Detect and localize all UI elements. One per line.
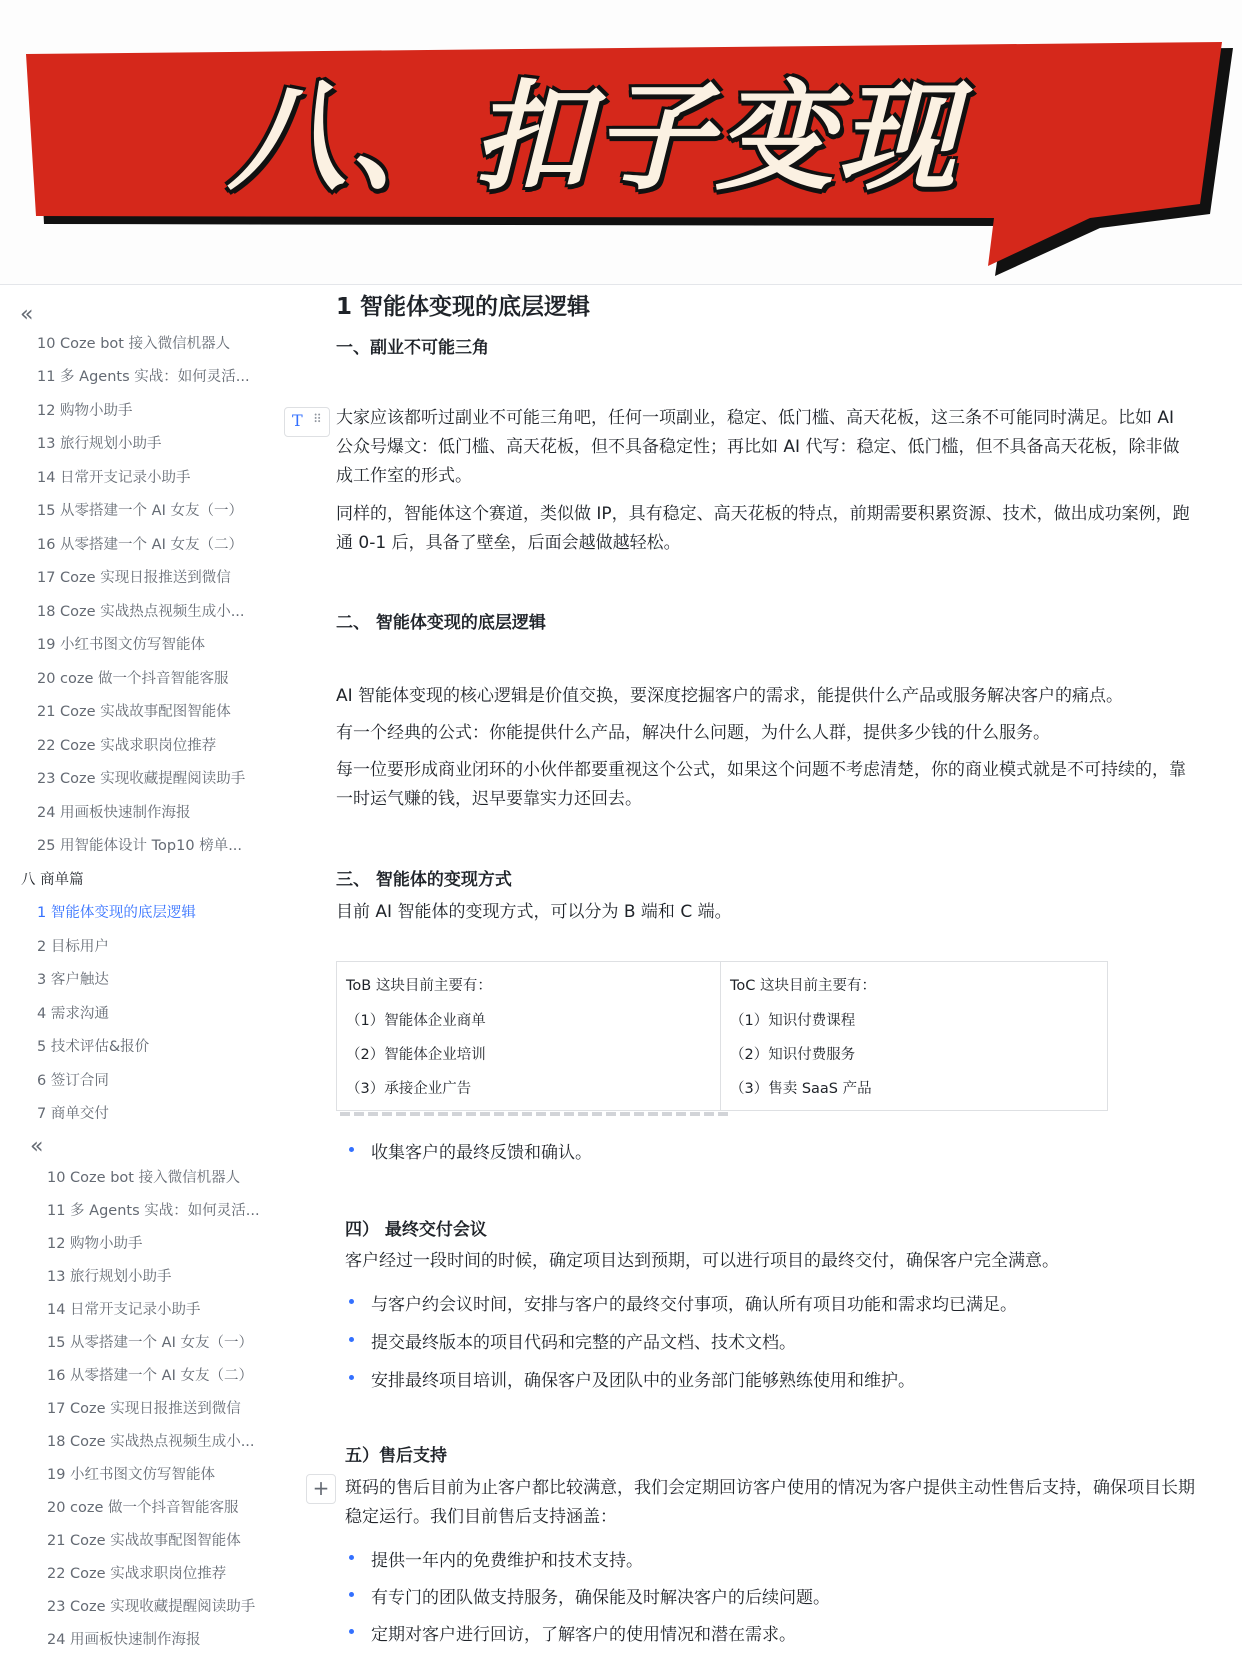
sidebar-item[interactable]: 23 Coze 实现收藏提醒阅读助手 — [37, 771, 246, 787]
sidebar-section-shangdan[interactable]: 八 商单篇 — [21, 872, 84, 888]
sidebar-item[interactable]: 4 需求沟通 — [37, 1006, 109, 1022]
list-item: 收集客户的最终反馈和确认。 — [371, 1138, 592, 1163]
sidebar-item[interactable]: 15 从零搭建一个 AI 女友（一） — [47, 1335, 253, 1351]
monetization-table — [336, 961, 1108, 1111]
list-item: 提供一年内的免费维护和技术支持。 — [371, 1546, 643, 1571]
sidebar-item[interactable]: 13 旅行规划小助手 — [37, 436, 162, 452]
list-item: 与客户约会议时间，安排与客户的最终交付事项，确认所有项目功能和需求均已满足。 — [371, 1290, 1017, 1315]
sidebar-item[interactable]: 21 Coze 实战故事配图智能体 — [37, 704, 231, 720]
sidebar-item[interactable]: 12 购物小助手 — [37, 403, 133, 419]
sidebar-item[interactable]: 18 Coze 实战热点视频生成小... — [47, 1434, 255, 1450]
sidebar-item[interactable]: 3 客户触达 — [37, 972, 109, 988]
text-block-handle[interactable] — [284, 407, 330, 437]
collapse-sidebar-icon[interactable]: « — [30, 1134, 38, 1159]
paragraph: 目前 AI 智能体的变现方式，可以分为 B 端和 C 端。 — [336, 902, 732, 922]
section-heading: 四） 最终交付会议 — [345, 1220, 487, 1240]
paragraph: AI 智能体变现的核心逻辑是价值交换，要深度挖掘客户的需求，能提供什么产品或服务解决客户的痛点。 — [336, 686, 1124, 706]
sidebar-item[interactable]: 11 多 Agents 实战：如何灵活... — [37, 369, 250, 385]
section-heading: 二、 智能体变现的底层逻辑 — [336, 613, 546, 633]
sidebar-item[interactable]: 24 用画板快速制作海报 — [37, 805, 191, 821]
table-cell: （2）知识付费服务 — [730, 1047, 856, 1063]
sidebar-item[interactable]: 17 Coze 实现日报推送到微信 — [37, 570, 231, 586]
sidebar-item[interactable]: 10 Coze bot 接入微信机器人 — [47, 1170, 241, 1186]
sidebar-item[interactable]: 22 Coze 实战求职岗位推荐 — [47, 1566, 227, 1582]
sidebar-item[interactable]: 25 用智能体设计 Top10 榜单... — [37, 838, 243, 854]
paragraph-line: 成工作室的形式。 — [336, 466, 472, 486]
table-cell: （1）知识付费课程 — [730, 1013, 856, 1029]
sidebar-item[interactable]: 16 从零搭建一个 AI 女友（二） — [37, 537, 243, 553]
sidebar-item[interactable]: 16 从零搭建一个 AI 女友（二） — [47, 1368, 253, 1384]
sidebar-item[interactable]: 7 商单交付 — [37, 1106, 109, 1122]
banner-title: 八、扣子变现 — [228, 68, 961, 206]
sidebar-item[interactable]: 12 购物小助手 — [47, 1236, 143, 1252]
list-item: 安排最终项目培训，确保客户及团队中的业务部门能够熟练使用和维护。 — [371, 1366, 915, 1391]
paragraph: 客户经过一段时间的时候，确定项目达到预期，可以进行项目的最终交付，确保客户完全满意。 — [345, 1251, 1059, 1271]
section-heading: 五）售后支持 — [345, 1446, 447, 1466]
sidebar-item[interactable]: 13 旅行规划小助手 — [47, 1269, 172, 1285]
table-header-tob: ToB 这块目前主要有： — [346, 978, 492, 994]
paragraph-line: 通 0-1 后，具备了壁垒，后面会越做越轻松。 — [336, 533, 681, 553]
sidebar-item[interactable]: 2 目标用户 — [37, 939, 109, 955]
collapse-sidebar-icon[interactable]: « — [20, 302, 28, 327]
sidebar-item[interactable]: 20 coze 做一个抖音智能客服 — [37, 671, 229, 687]
paragraph-line: 斑码的售后目前为止客户都比较满意，我们会定期回访客户使用的情况为客户提供主动性售后支持，确保项目长期 — [345, 1478, 1195, 1498]
paragraph-line: 稳定运行。我们目前售后支持涵盖： — [345, 1507, 617, 1527]
table-column-divider — [720, 962, 721, 1110]
sidebar-item[interactable]: 20 coze 做一个抖音智能客服 — [47, 1500, 239, 1516]
sidebar-item[interactable]: 10 Coze bot 接入微信机器人 — [37, 336, 231, 352]
sidebar-item[interactable]: 21 Coze 实战故事配图智能体 — [47, 1533, 241, 1549]
page-title: 1 智能体变现的底层逻辑 — [336, 294, 591, 320]
section-heading: 三、 智能体的变现方式 — [336, 870, 512, 890]
table-cell: （3）售卖 SaaS 产品 — [730, 1081, 872, 1097]
sidebar-item[interactable]: 22 Coze 实战求职岗位推荐 — [37, 738, 217, 754]
list-item: 有专门的团队做支持服务，确保能及时解决客户的后续问题。 — [371, 1583, 830, 1608]
table-cell: （3）承接企业广告 — [346, 1081, 472, 1097]
sidebar-item-active[interactable]: 1 智能体变现的底层逻辑 — [37, 905, 196, 921]
sidebar-item[interactable]: 14 日常开支记录小助手 — [37, 470, 191, 486]
table-cell: （1）智能体企业商单 — [346, 1013, 486, 1029]
sidebar-item[interactable]: 11 多 Agents 实战：如何灵活... — [47, 1203, 260, 1219]
list-item: 定期对客户进行回访，了解客户的使用情况和潜在需求。 — [371, 1620, 796, 1645]
text-format-icon: T — [292, 411, 303, 430]
list-item: 提交最终版本的项目代码和完整的产品文档、技术文档。 — [371, 1328, 796, 1353]
paragraph-line: 一时运气赚的钱，迟早要靠实力还回去。 — [336, 789, 642, 809]
sidebar-item[interactable]: 24 用画板快速制作海报 — [47, 1632, 201, 1648]
sidebar-item[interactable]: 19 小红书图文仿写智能体 — [37, 637, 206, 653]
partial-hidden-line — [340, 1112, 730, 1116]
sidebar-item[interactable]: 19 小红书图文仿写智能体 — [47, 1467, 216, 1483]
title-banner — [0, 0, 1242, 285]
table-header-toc: ToC 这块目前主要有： — [730, 978, 876, 994]
paragraph-line: 同样的，智能体这个赛道，类似做 IP，具有稳定、高天花板的特点，前期需要积累资源、技术，做出成功案例，跑 — [336, 504, 1190, 524]
sidebar-item[interactable]: 17 Coze 实现日报推送到微信 — [47, 1401, 241, 1417]
sidebar-item[interactable]: 15 从零搭建一个 AI 女友（一） — [37, 503, 243, 519]
sidebar-item[interactable]: 18 Coze 实战热点视频生成小... — [37, 604, 245, 620]
paragraph-line: 公众号爆文：低门槛、高天花板，但不具备稳定性；再比如 AI 代写：稳定、低门槛，但不具备高天花板，除非做 — [336, 437, 1180, 457]
sidebar-item[interactable]: 6 签订合同 — [37, 1073, 109, 1089]
sidebar-item[interactable]: 23 Coze 实现收藏提醒阅读助手 — [47, 1599, 256, 1615]
sidebar-item[interactable]: 5 技术评估&报价 — [37, 1039, 150, 1055]
paragraph-line: 每一位要形成商业闭环的小伙伴都要重视这个公式，如果这个问题不考虑清楚，你的商业模式就是不可持续的，靠 — [336, 760, 1186, 780]
paragraph-line: 大家应该都听过副业不可能三角吧，任何一项副业，稳定、低门槛、高天花板，这三条不可能同时满足。比如 AI — [336, 408, 1175, 428]
table-cell: （2）智能体企业培训 — [346, 1047, 486, 1063]
paragraph: 有一个经典的公式：你能提供什么产品，解决什么问题，为什么人群，提供多少钱的什么服务。 — [336, 723, 1050, 743]
drag-handle-icon[interactable]: ⠿ — [313, 412, 321, 426]
sidebar-item[interactable]: 14 日常开支记录小助手 — [47, 1302, 201, 1318]
add-block-button[interactable]: + — [306, 1474, 336, 1504]
section-heading: 一、副业不可能三角 — [336, 338, 489, 358]
divider — [0, 284, 1242, 285]
